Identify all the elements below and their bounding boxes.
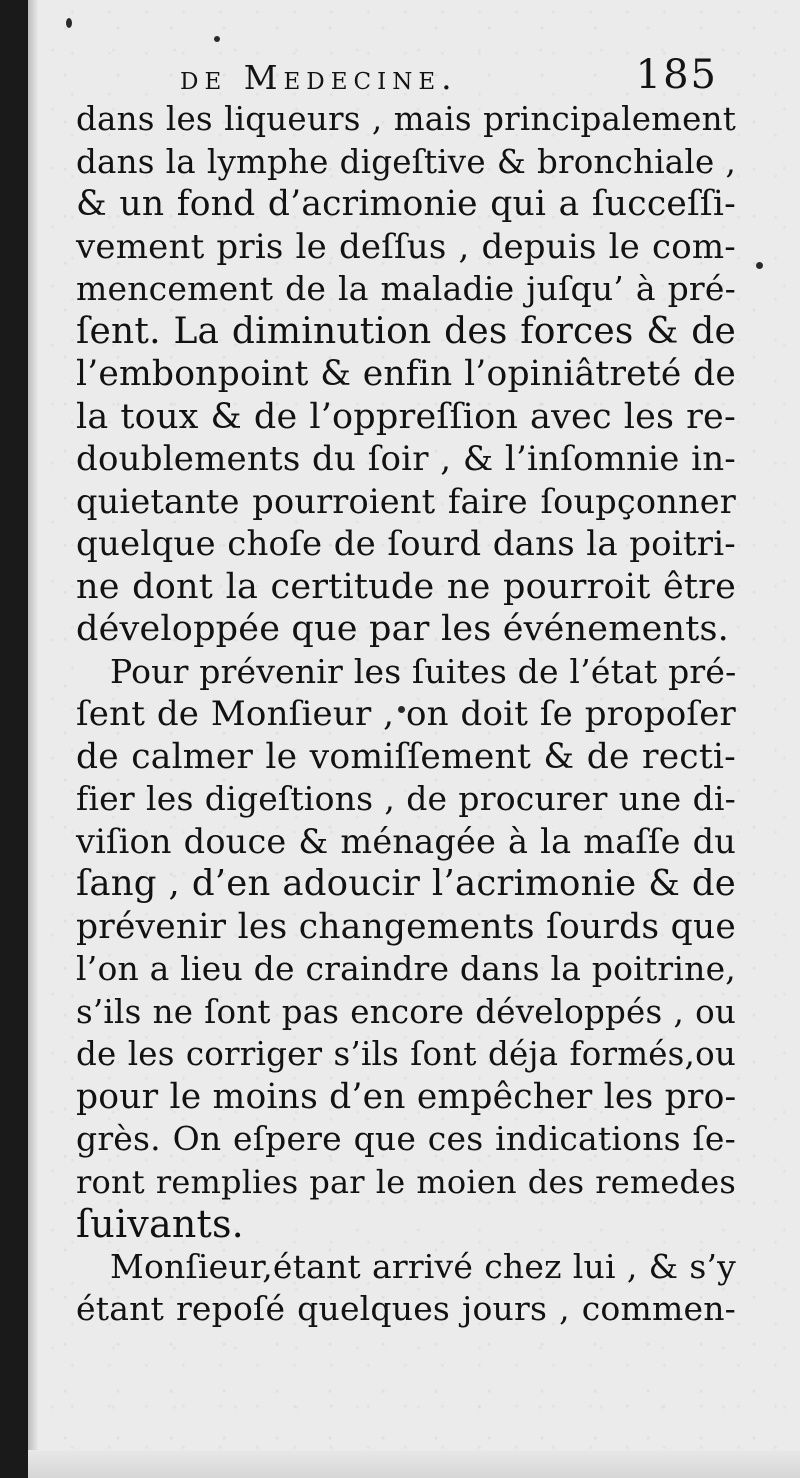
text-line: grès. On eſpere que ces indications ſe- (76, 1119, 736, 1158)
text-line: & un fond d’acrimonie qui a ſucceſſi- (76, 184, 736, 224)
paragraph-3 (76, 1246, 736, 1331)
body-text (76, 98, 736, 1331)
text-line: ront remplies par le moien des remedes (76, 1162, 736, 1201)
page-bottom-edge (28, 1450, 800, 1478)
text-line: développée que par les événements. (76, 609, 729, 649)
text-line: fier les digeſtions , de procurer une di- (76, 779, 736, 818)
text-line: ſent. La diminution des forces & de (76, 310, 736, 352)
text-line: dans les liqueurs , mais principalement (76, 100, 736, 138)
ink-speck (66, 18, 72, 28)
text-line: s’ils ne ſont pas encore développés , ou (76, 992, 736, 1031)
text-line: ſang , d’en adoucir l’acrimonie & de (76, 863, 736, 904)
paragraph-1 (76, 98, 736, 651)
text-line: vement pris le deſſus , depuis le com- (76, 226, 736, 267)
page-header (180, 52, 718, 100)
text-line: de les corriger s’ils ſont déja formés,ou (76, 1035, 736, 1073)
page-gutter-shadow (28, 0, 38, 1478)
text-line: étant repoſé quelques jours , commen- (76, 1289, 736, 1328)
ink-speck (214, 36, 220, 42)
text-line: pour le moins d’en empêcher les pro- (76, 1076, 737, 1117)
text-line: la toux & de l’oppreſſion avec les re- (76, 396, 736, 437)
text-line: de calmer le vomiſſement & de recti- (76, 736, 736, 777)
text-line: Pour prévenir les ſuites de l’état pré- (110, 651, 737, 691)
text-line: doublements du ſoir , & l’inſomnie in- (76, 439, 736, 479)
text-line: dans la lymphe digeſtive & bronchiale , (76, 142, 736, 181)
text-line: viſion douce & ménagée à la maſſe du (76, 821, 736, 861)
page-number: 185 (635, 52, 718, 98)
paragraph-2 (76, 651, 736, 1246)
text-line: prévenir les changements ſourds que (76, 906, 736, 947)
text-line: ne dont la certitude ne pourroit être (76, 566, 736, 607)
text-line: l’embonpoint & enfin l’opiniâtreté de (76, 354, 736, 394)
text-line: quietante pourroient faire ſoupçonner (76, 481, 736, 521)
text-line: quelque choſe de ſourd dans la poitri- (76, 524, 736, 564)
text-line: l’on a lieu de craindre dans la poitrine, (76, 949, 736, 988)
running-head: de Medecine. (180, 58, 458, 97)
ink-speck (756, 262, 763, 269)
text-line: ſuivants. (76, 1202, 244, 1246)
text-line: Monſieur,étant arrivé chez lui , & s’y (110, 1246, 736, 1286)
text-line: mencement de la maladie juſqu’ à pré- (76, 269, 736, 308)
text-line: ſent de Monſieur , on doit ſe propoſer (76, 694, 736, 734)
